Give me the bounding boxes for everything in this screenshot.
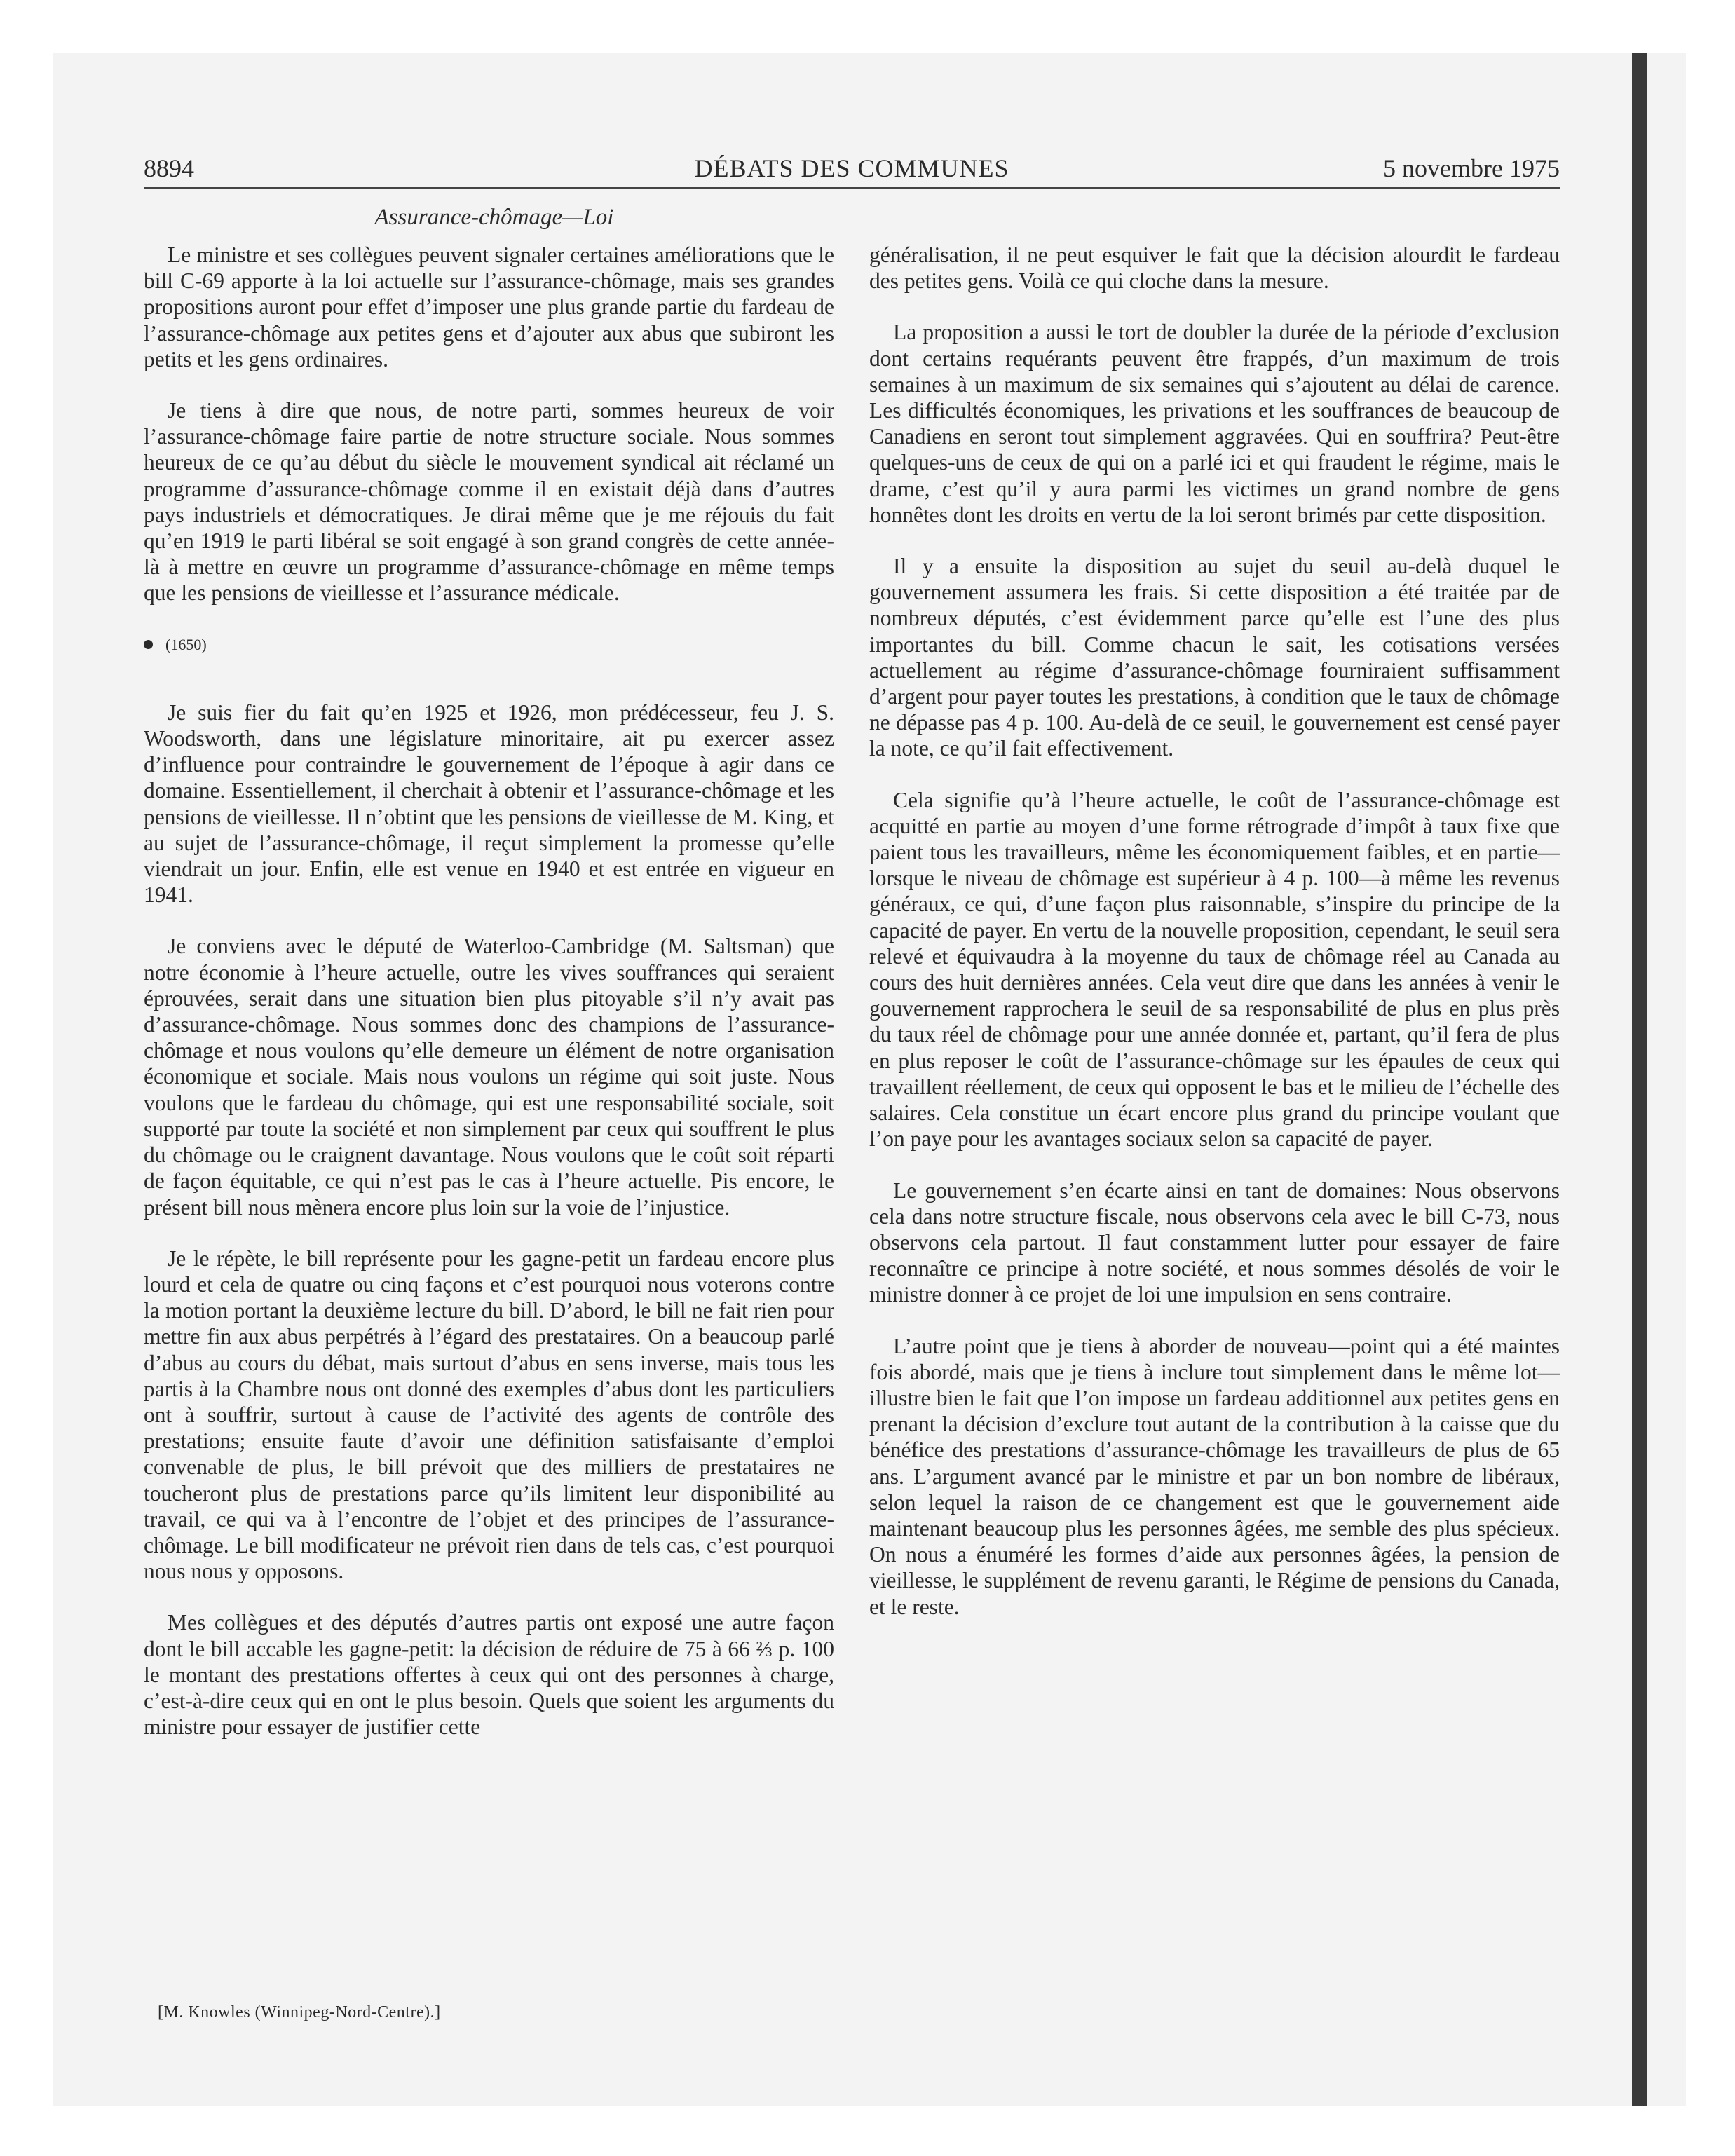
right-column <box>869 242 1560 1645</box>
time-marker-label: (1650) <box>165 635 207 653</box>
paragraph: Je conviens avec le député de Waterloo-Cambridge (M. Saltsman) que notre économie à l’heure actuelle, outre les vives souffrances qui seraient éprouvées, serait dans une situation bien plus pitoyable s’il n’y avait pas d’assurance-chômage. Nous sommes donc des champions de l’assurance-chômage et nous voulons qu’elle demeure un élément de notre organisation économique et sociale. Mais nous voulons un régime qui soit juste. Nous voulons que le fardeau du chômage, qui est une responsabilité sociale, soit supporté par toute la société et non simplement par ceux qui souffrent le plus du chômage ou le craignent davantage. Nous voulons que le coût soit réparti de façon équitable, ce qui n’est pas le cas à l’heure actuelle. Pis encore, le présent bill nous mènera encore plus loin sur la voie de l’injustice. <box>144 934 834 1220</box>
paragraph-continuation: généralisation, il ne peut esquiver le fait que la décision alourdit le fardeau des petites gens. Voilà ce qui cloche dans la mesure. <box>869 243 1560 294</box>
publication-date: 5 novembre 1975 <box>1383 154 1560 182</box>
paragraph: Il y a ensuite la disposition au sujet du seuil au-delà duquel le gouvernement assumera les frais. Si cette disposition a été traitée par de nombreux députés, c’est évidemment parce qu’elle est l’une des plus importantes du bill. Comme chacun le sait, les cotisations versées actuellement au régime d’assurance-chômage fourniraient suffisamment d’argent pour payer toutes les prestations, à condition que le taux de chômage ne dépasse pas 4 p. 100. Au-delà de ce seuil, le gouvernement est censé payer la note, ce qu’il fait effectivement. <box>869 554 1560 761</box>
page-header <box>144 151 1560 189</box>
paragraph: La proposition a aussi le tort de doubler la durée de la période d’exclusion dont certains requérants peuvent être frappés, d’un maximum de trois semaines à un maximum de six semaines qui s’ajoutent au délai de carence. Les difficultés économiques, les privations et les souffrances de beaucoup de Canadiens en seront tout simplement aggravées. Qui en souffrira? Peut-être quelques-uns de ceux de qui on a parlé ici et qui fraudent le régime, mais le drame, c’est qu’il y aura parmi les victimes un grand nombre de gens honnêtes dont les droits en vertu de la loi seront brimés par cette disposition. <box>869 320 1560 527</box>
paragraph: Le gouvernement s’en écarte ainsi en tant de domaines: Nous observons cela dans notre structure fiscale, nous observons cela avec le bill C-73, nous observons cela partout. Il faut constamment lutter pour essayer de faire reconnaître ce principe à notre société, et nous sommes désolés de voir le ministre donner à ce projet de loi une impulsion en sens contraire. <box>869 1178 1560 1307</box>
left-column <box>144 242 834 1765</box>
paragraph: Cela signifie qu’à l’heure actuelle, le coût de l’assurance-chômage est acquitté en partie au moyen d’une forme rétrograde d’impôt à taux fixe que paient tous les travailleurs, même les économiquement faibles, et en partie—lorsque le niveau de chômage est supérieur à 4 p. 100—à même les revenus généraux, ce qui, d’une façon plus raisonnable, s’inspire du principe de la capacité de payer. En vertu de la nouvelle proposition, cependant, le seuil sera relevé et équivaudra à la moyenne du taux de chômage réel au Canada au cours des huit dernières années. Cela veut dire que dans les années à venir le gouvernement rapprochera le seuil de sa responsabilité de plus en plus près du taux réel de chômage pour une année donnée et, partant, qu’il fera de plus en plus reposer le coût de l’assurance-chômage sur les épaules de ceux qui travaillent réellement, de ceux qui opposent le bas et le milieu de l’échelle des salaires. Cela constitue un écart encore plus grand du principe voulant que l’on paye pour les avantages sociaux selon sa capacité de payer. <box>869 787 1560 1152</box>
paragraph: L’autre point que je tiens à aborder de nouveau—point qui a été maintes fois abordé, mais que je tiens à inclure tout simplement dans le même lot—illustre bien le fait que l’on impose un fardeau additionnel aux petites gens en prenant la décision d’exclure tout autant de la contribution à la caisse que du bénéfice des prestations d’assurance-chômage les travailleurs de plus de 65 ans. L’argument avancé par le ministre et par un bon nombre de libéraux, selon lequel la raison de ce changement est que le gouvernement aide maintenant beaucoup plus les personnes âgées, me semble des plus spécieux. On nous a énuméré les formes d’aide aux personnes âgées, la pension de vieillesse, le supplément de revenu garanti, le Régime de pensions du Canada, et le reste. <box>869 1333 1560 1619</box>
paragraph: Mes collègues et des députés d’autres partis ont exposé une autre façon dont le bill accable les gagne-petit: la décision de réduire de 75 à 66 ⅔ p. 100 le montant des prestations offertes à ceux qui ont des personnes à charge, c’est-à-dire ceux qui en ont le plus besoin. Quels que soient les arguments du ministre pour essayer de justifier cette <box>144 1610 834 1740</box>
time-marker <box>144 632 834 657</box>
publication-title: DÉBATS DES COMMUNES <box>694 154 1009 182</box>
paragraph: Je tiens à dire que nous, de notre parti, sommes heureux de voir l’assurance-chômage faire partie de notre structure sociale. Nous sommes heureux de ce qu’au début du siècle le mouvement syndical ait réclamé un programme d’assurance-chômage comme il en existait déjà dans d’autres pays industriels et démocratiques. Je dirai même que je me réjouis du fait qu’en 1919 le parti libéral se soit engagé à son grand congrès de cette année-là à mettre en œuvre un programme d’assurance-chômage en même temps que les pensions de vieillesse et l’assurance médicale. <box>144 398 834 606</box>
scan-edge-bar <box>1632 53 1647 2106</box>
bullet-icon <box>144 640 153 649</box>
section-subtitle: Assurance-chômage—Loi <box>374 205 614 230</box>
speaker-attribution: [M. Knowles (Winnipeg-Nord-Centre).] <box>158 2003 441 2021</box>
paragraph: Le ministre et ses collègues peuvent signaler certaines améliorations que le bill C-69 apporte à la loi actuelle sur l’assurance-chômage, mais ses grandes propositions auront pour effet d’imposer une plus grande partie du fardeau de l’assurance-chômage aux petites gens et d’ajouter aux abus que subiront les petits et les gens ordinaires. <box>144 243 834 371</box>
paragraph: Je suis fier du fait qu’en 1925 et 1926, mon prédécesseur, feu J. S. Woodsworth, dans une législature minoritaire, ait pu exercer assez d’influence pour contraindre le gouvernement de l’époque à agir dans ce domaine. Essentiellement, il cherchait à obtenir et l’assurance-chômage et les pensions de vieillesse. Il n’obtint que les pensions de vieillesse de M. King, et au sujet de l’assurance-chômage, il reçut simplement la promesse qu’elle viendrait un jour. Enfin, elle est venue en 1940 et est entrée en vigueur en 1941. <box>144 700 834 908</box>
paragraph: Je le répète, le bill représente pour les gagne-petit un fardeau encore plus lourd et cela de quatre ou cinq façons et c’est pourquoi nous voterons contre la motion portant la deuxième lecture du bill. D’abord, le bill ne fait rien pour mettre fin aux abus perpétrés à l’égard des prestataires. On a beaucoup parlé d’abus au cours du débat, mais surtout d’abus en sens inverse, mais tous les partis à la Chambre nous ont donné des exemples d’abus dont les particuliers ont à souffrir, surtout à cause de l’activité des agents de contrôle des prestations; ensuite faute d’avoir une définition satisfaisante d’emploi convenable de plus, le bill prévoit que des milliers de prestataires ne toucheront plus de prestations parce qu’ils limitent leur disponibilité au travail, ce qui va à l’encontre de l’objet et des principes de l’assurance-chômage. Le bill modificateur ne prévoit rien dans de tels cas, c’est pourquoi nous nous y opposons. <box>144 1246 834 1584</box>
page-number: 8894 <box>144 154 194 182</box>
